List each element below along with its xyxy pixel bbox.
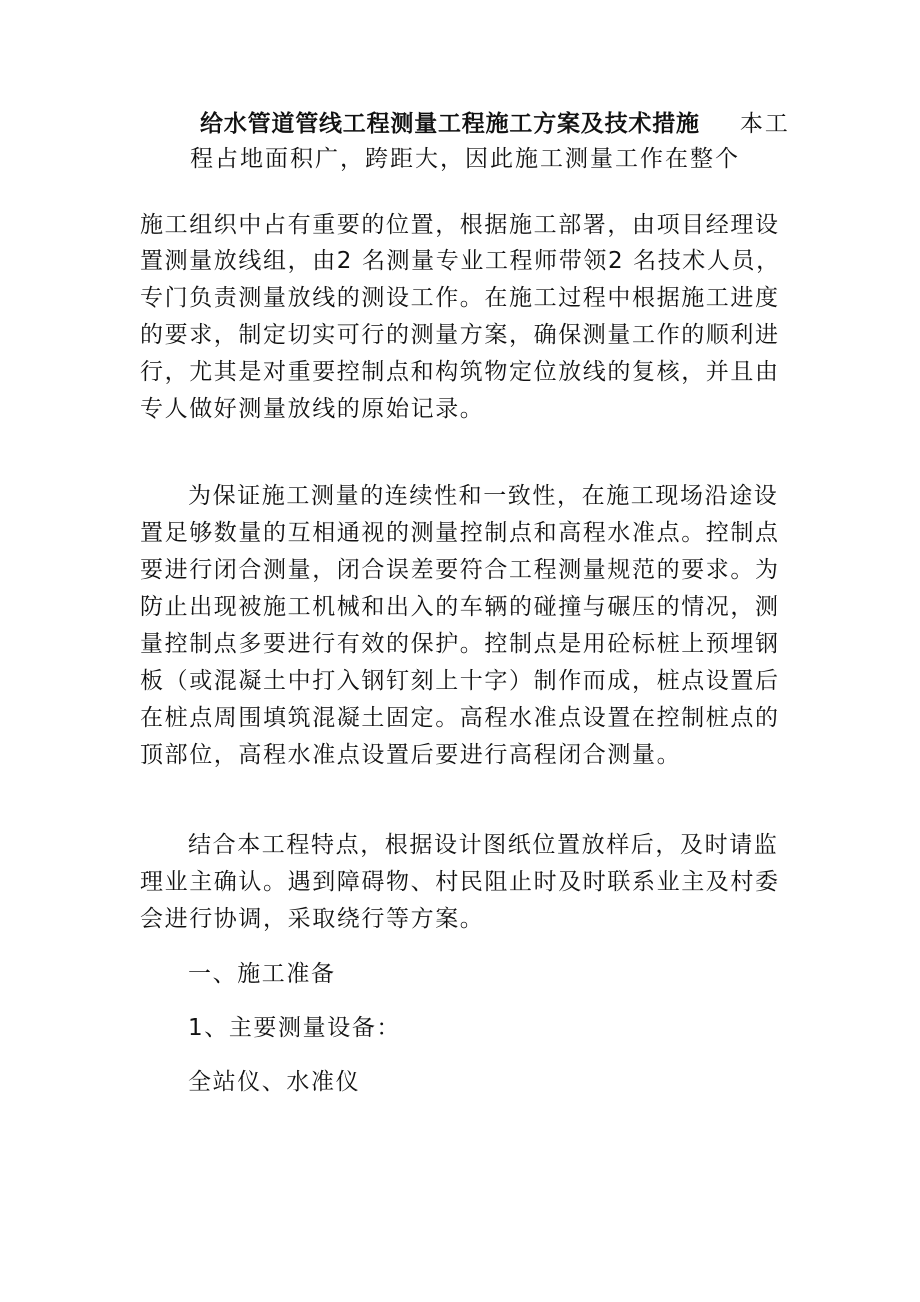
- paragraph-2-line: 量控制点多要进行有效的保护。控制点是用砼标桩上预埋钢: [140, 631, 780, 657]
- section-heading: 一、施工准备: [188, 961, 336, 987]
- paragraph-1-line: 的要求，制定切实可行的测量方案，确保测量工作的顺利进: [140, 322, 780, 348]
- paragraph-3-line: 结合本工程特点，根据设计图纸位置放样后，及时请监: [188, 832, 779, 858]
- paragraph-2-line: 板（或混凝土中打入钢钉刻上十字）制作而成，桩点设置后: [140, 668, 780, 694]
- title-tail-text: 本工: [739, 111, 790, 137]
- paragraph-3-line: 会进行协调，采取绕行等方案。: [140, 906, 485, 932]
- paragraph-2-line: 要进行闭合测量，闭合误差要符合工程测量规范的要求。为: [140, 557, 780, 583]
- paragraph-2-line: 置足够数量的互相通视的测量控制点和高程水准点。控制点: [140, 520, 780, 546]
- paragraph-2-line: 顶部位，高程水准点设置后要进行高程闭合测量。: [140, 742, 682, 768]
- subsection-heading: 1、主要测量设备：: [188, 1015, 402, 1041]
- paragraph-1-line: 专门负责测量放线的测设工作。在施工过程中根据施工进度: [140, 285, 780, 311]
- paragraph-1-line: 行，尤其是对重要控制点和构筑物定位放线的复核，并且由: [140, 359, 780, 385]
- paragraph-2-line: 在桩点周围填筑混凝土固定。高程水准点设置在控制桩点的: [140, 705, 780, 731]
- paragraph-2-line: 防止出现被施工机械和出入的车辆的碰撞与碾压的情况，测: [140, 594, 780, 620]
- paragraph-1-line: 专人做好测量放线的原始记录。: [140, 396, 485, 422]
- equipment-list: 全站仪、水准仪: [188, 1069, 361, 1095]
- paragraph-2-line: 为保证施工测量的连续性和一致性，在施工现场沿途设: [188, 483, 779, 509]
- paragraph-1-line: 置测量放线组，由2 名测量专业工程师带领2 名技术人员，: [140, 248, 781, 274]
- intro-line: 程占地面积广，跨距大，因此施工测量工作在整个: [190, 146, 740, 172]
- title-line: [200, 108, 810, 140]
- paragraph-1-line: 施工组织中占有重要的位置，根据施工部署，由项目经理设: [140, 212, 780, 238]
- paragraph-3-line: 理业主确认。遇到障碍物、村民阻止时及时联系业主及村委: [140, 869, 780, 895]
- document-title: 给水管道管线工程测量工程施工方案及技术措施: [200, 111, 700, 137]
